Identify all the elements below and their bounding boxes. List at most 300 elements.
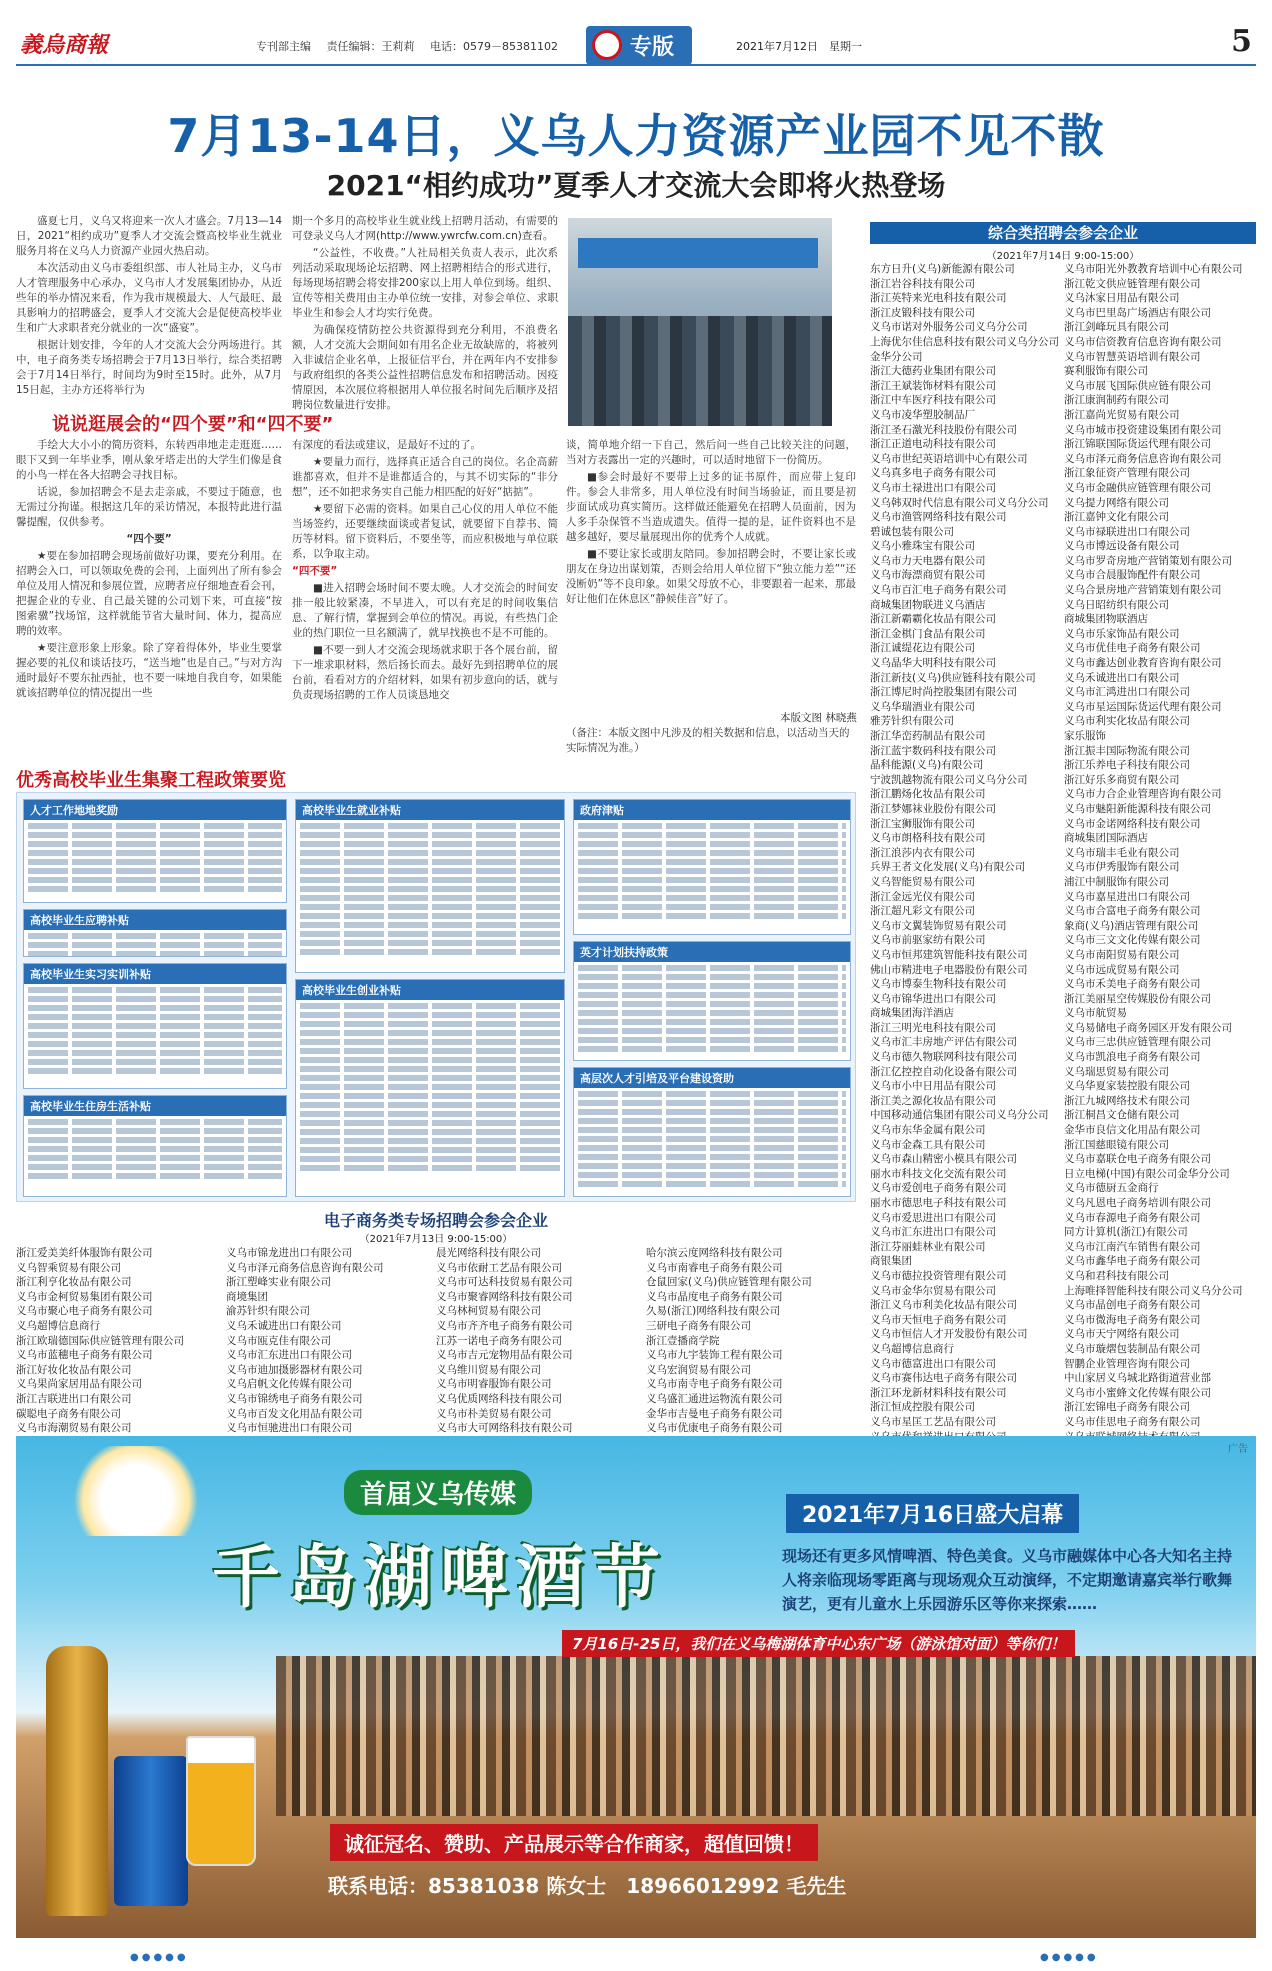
company-item: 浙江鹏炀化妆品有限公司 xyxy=(870,788,986,801)
company-item: 浙江新技(义乌)供应链科技有限公司 xyxy=(870,671,1036,684)
ad-date: 2021年7月16日盛大启幕 xyxy=(786,1494,1079,1533)
company-item: 义乌市南寺电子商务有限公司 xyxy=(646,1378,783,1391)
company-item: 义乌市瑞丰毛业有限公司 xyxy=(1064,846,1180,859)
company-item: 浙江三明光电科技有限公司 xyxy=(870,1021,996,1034)
tips-p8: ■进入招聘会场时间不要太晚。人才交流会的时间安排一般比较紧凑，不早进入，可以有充足的时间收集信息、了解行情，掌握到会单位的情况。再说，有些热门企业的热门职位一旦名额满了，就早找换也不是不可能的。 xyxy=(292,582,558,639)
company-item: 义乌市合晨服饰配件有限公司 xyxy=(1064,569,1201,582)
company-item: 义乌市可达科技贸易有限公司 xyxy=(436,1276,573,1289)
company-item: 浙江金远光仪有限公司 xyxy=(870,890,975,903)
ecom-fair-time: （2021年7月13日 9:00-15:00） xyxy=(359,1234,513,1245)
tips-p12: ■不要让家长或朋友陪同。参加招聘会时，不要让家长或朋友在身边出谋划策，否则会给用人单位留下“独立能力差”“还没断奶”等不良印象。如果父母放不心，非要跟着一起来，那最好让他们在休息区“静候佳音”好了。 xyxy=(566,548,856,605)
company-item: 义乌市江南汽车销售有限公司 xyxy=(1064,1240,1201,1253)
company-item: 义乌市佳思电子商务有限公司 xyxy=(1064,1415,1201,1428)
company-item: 义乌瑞思贸易有限公司 xyxy=(1064,1065,1169,1078)
company-item: 东方日升(义乌)新能源有限公司 xyxy=(870,263,1015,275)
beer-bottle-icon xyxy=(46,1646,108,1916)
company-item: 义乌市鑫华电子商务有限公司 xyxy=(1064,1255,1201,1268)
company-item: 义乌市森山精密小模具有限公司 xyxy=(870,1153,1017,1166)
company-item: 义乌市乐家饰品有限公司 xyxy=(1064,627,1180,640)
company-item: 浙江好乐多商贸有限公司 xyxy=(1064,773,1180,786)
tips-title: 说说逛展会的“四个要”和“四不要” xyxy=(52,414,334,435)
company-item: 义乌市春源电子商务有限公司 xyxy=(1064,1211,1201,1224)
company-item: 义乌超博信息商行 xyxy=(870,1342,954,1355)
policy-box xyxy=(23,799,287,903)
company-item: 义乌市锦华进出口有限公司 xyxy=(870,992,996,1005)
company-item: 义乌市力合企业管理咨询有限公司 xyxy=(1064,788,1222,801)
company-item: 义乌日昭纺织有限公司 xyxy=(1064,598,1169,611)
intro-p5: “公益性，不收费。”人社局相关负责人表示，此次系列活动采取现场论坛招聘、网上招聘相结合的形式进行，每场现场招聘会将安排200家以上用人单位到场。组织、宣传等相关费用由主办单位统一安排，对参会单位、求职毕业生和参会人才均实行免费。 xyxy=(292,247,558,319)
company-item: 义乌市九宇装饰工程有限公司 xyxy=(646,1349,783,1362)
company-item: 义乌市世纪英语培训中心有限公司 xyxy=(870,452,1028,465)
company-item: 义乌市魅阳新能源科技有限公司 xyxy=(1064,802,1211,815)
company-item: 三研电子商务有限公司 xyxy=(646,1319,751,1332)
photo-banner xyxy=(578,238,818,268)
company-item: 义乌市明睿服饰有限公司 xyxy=(436,1378,552,1391)
tips-p5: 有深度的看法或建议，是最好不过的了。 xyxy=(292,439,481,451)
company-item: 赛利服饰有限公司 xyxy=(1064,365,1148,378)
policy-box-title: 英才计划扶持政策 xyxy=(574,942,850,962)
company-item: 义乌市锦龙进出口有限公司 xyxy=(226,1247,352,1259)
policy-box-title: 高校毕业生应聘补贴 xyxy=(24,910,286,930)
company-item: 义乌市蓝穗电子商务有限公司 xyxy=(16,1349,153,1362)
company-item: 义乌市泽元商务信息咨询有限公司 xyxy=(226,1261,384,1274)
data-note: （备注：本版文图中凡涉及的相关数据和信息，以活动当天的实际情况为准。） xyxy=(566,727,850,754)
company-item: 义乌市远成贸易有限公司 xyxy=(1064,963,1180,976)
company-item: 浙江锦联国际货运代理有限公司 xyxy=(1064,438,1211,451)
company-item: 义乌市信资教育信息咨询有限公司 xyxy=(1064,335,1222,348)
policy-box-title: 高校毕业生就业补贴 xyxy=(296,800,564,820)
company-item: 浙江英特来光电科技有限公司 xyxy=(870,292,1007,305)
ad-tag: 广告 xyxy=(1228,1444,1248,1455)
company-item: 义乌市三文文化传媒有限公司 xyxy=(1064,934,1201,947)
company-item: 义乌市吉元宠物用品有限公司 xyxy=(436,1349,573,1362)
company-item: 义乌市渔管网络科技有限公司 xyxy=(870,511,1007,524)
company-item: 丽水市德思电子科技有限公司 xyxy=(870,1197,1007,1209)
footer-dots-icon: ●●●●● xyxy=(1040,1952,1099,1963)
company-item: 义乌市朴美贸易有限公司 xyxy=(436,1407,552,1420)
company-item: 义乌市金诺网络科技有限公司 xyxy=(1064,817,1201,830)
company-item: 中山家居义乌城北路街道营业部 xyxy=(1064,1372,1211,1385)
byline: 本版文图 林晓燕 xyxy=(780,712,857,724)
beer-mug-icon xyxy=(186,1736,256,1866)
company-item: 义乌市汇丰房地产评估有限公司 xyxy=(870,1036,1017,1049)
company-item: 丽水市科技文化交流有限公司 xyxy=(870,1167,1007,1180)
company-item: 家乐服饰 xyxy=(1064,730,1106,742)
company-item: 义乌市恒邦建筑智能科技有限公司 xyxy=(870,948,1028,961)
company-item: 浙江国慈眼镜有限公司 xyxy=(1064,1138,1169,1151)
section-label: 专版 xyxy=(630,35,675,60)
company-item: 商城集团海洋酒店 xyxy=(870,1007,954,1020)
company-item: 同方计算机(浙江)有限公司 xyxy=(1064,1226,1188,1239)
company-item: 日立电梯(中国)有限公司金华分公司 xyxy=(1064,1167,1230,1180)
company-item: 浙江吉联进出口有限公司 xyxy=(16,1392,132,1405)
company-item: 义乌市泽元商务信息咨询有限公司 xyxy=(1064,452,1222,465)
company-item: 浙江嘉钟文化有限公司 xyxy=(1064,511,1169,524)
intro-col-1 xyxy=(16,214,282,410)
company-item: 兵界王者文化发展(义乌)有限公司 xyxy=(870,861,1026,874)
company-item: 渝苏针织有限公司 xyxy=(226,1305,310,1318)
company-item: 义乌市金华尔贸易有限公司 xyxy=(870,1284,996,1297)
company-item: 浙江皮锻科技有限公司 xyxy=(870,306,975,319)
company-item: 义乌市海漂商贸有限公司 xyxy=(870,569,986,582)
tips-p7: ★要留下必需的资料。如果自己心仪的用人单位不能当场签约，还要继续面谈或者复试，就要留下自荐书、简历等材料。留下资料后，不要坐等，而应积极地与单位联系，以争取主动。 xyxy=(292,503,558,560)
company-item: 浙江环龙新材料科技有限公司 xyxy=(870,1386,1007,1399)
company-item: 义乌市恒信人才开发股份有限公司 xyxy=(870,1328,1028,1341)
company-item: 浙江浪莎内衣有限公司 xyxy=(870,846,975,859)
policy-box xyxy=(573,799,851,935)
policy-box xyxy=(23,909,287,957)
general-fair-title: 综合类招聘会参会企业 xyxy=(870,222,1256,244)
company-item: 浙江大德药业集团有限公司 xyxy=(870,365,996,378)
company-item: 浙江美丽星空传媒股份有限公司 xyxy=(1064,992,1211,1005)
company-item: 哈尔滨云度网络科技有限公司 xyxy=(646,1247,783,1259)
company-item: 义乌市博远设备有限公司 xyxy=(1064,540,1180,553)
company-item: 义乌市前驱家纺有限公司 xyxy=(870,934,986,947)
general-list-col-2 xyxy=(1064,262,1256,1444)
company-item: 义乌市金柯贸易集团有限公司 xyxy=(16,1290,153,1303)
company-item: 浙江壹播商学院 xyxy=(646,1334,720,1347)
policy-box xyxy=(295,979,565,1197)
policy-box xyxy=(23,1095,287,1197)
tips-col-3 xyxy=(566,438,856,708)
company-item: 义乌智能贸易有限公司 xyxy=(870,875,975,888)
ad-description: 现场还有更多风情啤酒、特色美食。义乌市融媒体中心各大知名主持人将亲临现场零距离与现场观众互动演绎，不定期邀请嘉宾举行歌舞演艺，更有儿童水上乐园游乐区等你来探索…… xyxy=(782,1547,1233,1613)
company-item: 浦江中制服饰有限公司 xyxy=(1064,875,1169,888)
company-item: 义乌市聚睿网络科技有限公司 xyxy=(436,1290,573,1303)
section-logo-icon xyxy=(592,30,622,60)
company-item: 义乌智乘贸易有限公司 xyxy=(16,1261,121,1274)
company-item: 义乌市利实化妆品有限公司 xyxy=(1064,715,1190,728)
company-item: 浙江嘉尚光贸易有限公司 xyxy=(1064,408,1180,421)
company-item: 浙江象征资产管理有限公司 xyxy=(1064,467,1190,480)
tips-col-2 xyxy=(292,438,558,764)
company-item: 义乌林柯贸易有限公司 xyxy=(436,1305,541,1318)
company-item: 金华市吉曼电子商务有限公司 xyxy=(646,1407,783,1420)
tips-p1: 手绘大大小小的简历资料，东转西串地走走逛逛……眼下又到一年毕业季，刚从象牙塔走出的大学生们像是食的小鸟一样在各大招聘会寻找目标。 xyxy=(16,439,282,481)
company-item: 义乌市德厨五金商行 xyxy=(1064,1182,1159,1195)
company-item: 浙江乐养电子科技有限公司 xyxy=(1064,759,1190,772)
four-dont-heading: “四不要” xyxy=(292,565,338,577)
beer-can-icon xyxy=(114,1756,188,1906)
tips-p2: 话说，参加招聘会不是去走亲戚，不要过于随意，也无需过分拘谨。根据这几年的采访情况，本报特此进行温馨提醒，仅供参考。 xyxy=(16,486,282,528)
company-item: 义乌市天宁网络有限公司 xyxy=(1064,1328,1180,1341)
page-footer xyxy=(0,1948,1272,1968)
company-item: 商境集团 xyxy=(226,1290,268,1303)
company-item: 浙江宝狮服饰有限公司 xyxy=(870,817,975,830)
company-item: 义乌真多电子商务有限公司 xyxy=(870,467,996,480)
company-item: 义乌市城市投资建设集团有限公司 xyxy=(1064,423,1222,436)
company-item: 义乌市德富进出口有限公司 xyxy=(870,1357,996,1370)
company-item: 义乌果尚家居用品有限公司 xyxy=(16,1378,142,1391)
policy-box xyxy=(573,1067,851,1197)
company-item: 义乌宏润贸易有限公司 xyxy=(646,1363,751,1376)
policy-box xyxy=(295,799,565,973)
company-item: 浙江正道电动科技有限公司 xyxy=(870,438,996,451)
company-item: 义乌市恒驰进出口有限公司 xyxy=(226,1422,352,1435)
company-item: 义乌超博信息商行 xyxy=(16,1319,100,1332)
masthead xyxy=(16,22,1256,66)
company-item: 浙江亿控控自动化设备有限公司 xyxy=(870,1065,1017,1078)
company-item: 浙江乾文供应链管理有限公司 xyxy=(1064,277,1201,290)
company-item: 浙江利亨化妆品有限公司 xyxy=(16,1276,132,1289)
policy-box-title: 高校毕业生实习实训补贴 xyxy=(24,964,286,984)
footer-dots-icon: ●●●●● xyxy=(130,1952,189,1963)
company-item: 义乌市迪加摄影器材有限公司 xyxy=(226,1363,363,1376)
company-item: 义乌市星匡工艺品有限公司 xyxy=(870,1415,996,1428)
company-item: 义乌市展飞国际供应链有限公司 xyxy=(1064,379,1211,392)
company-item: 浙江欧瑞德国际供应链管理有限公司 xyxy=(16,1334,184,1347)
policy-box-title: 高校毕业生创业补贴 xyxy=(296,980,564,1000)
intro-p4: 期一个多月的高校毕业生就业线上招聘月活动，有需要的可登录义乌人才网(http://www.ywrcfw.com.cn)查看。 xyxy=(292,215,558,242)
headline: 7月13-14日，义乌人力资源产业园不见不散 xyxy=(167,109,1105,163)
company-item: 浙江义乌市利美化妆品有限公司 xyxy=(870,1299,1017,1312)
editor-label: 专刊部主编 xyxy=(256,40,311,53)
company-item: 晶科能源(义乌)有限公司 xyxy=(870,759,984,772)
company-item: 义乌盛汇通进运物流有限公司 xyxy=(646,1392,783,1405)
company-item: 浙江爱美美纤体服饰有限公司 xyxy=(16,1247,153,1259)
company-item: 义乌维川贸易有限公司 xyxy=(436,1363,541,1376)
policy-box xyxy=(23,963,287,1089)
issue-date: 2021年7月12日 星期一 xyxy=(736,40,862,53)
company-item: 雅芳针织有限公司 xyxy=(870,715,954,728)
company-item: 晨光网络科技有限公司 xyxy=(436,1247,541,1259)
responsible-editor: 责任编辑：王莉莉 xyxy=(326,40,415,53)
company-item: 义乌市金融供应链管理有限公司 xyxy=(1064,481,1211,494)
ad-subtitle: 首届义乌传媒 xyxy=(344,1470,532,1515)
intro-p3: 根据计划安排，今年的人才交流大会分两场进行。其中，电子商务类专场招聘会于7月13日举行，综合类招聘会于7月14日举行，时间均为9时至15时。此外，从7月15日起，主办方还将举行为 xyxy=(16,339,282,396)
company-item: 义乌市微海电子商务有限公司 xyxy=(1064,1313,1201,1326)
company-item: 上海优尔佳信息科技有限公司义乌分公司 xyxy=(870,335,1059,348)
company-item: 金华市良信文化用品有限公司 xyxy=(1064,1124,1201,1137)
company-item: 浙江桐昌文仓储有限公司 xyxy=(1064,1109,1180,1122)
company-item: 义乌市文翼装饰贸易有限公司 xyxy=(870,919,1007,932)
company-item: 义乌市博泰生物科技有限公司 xyxy=(870,978,1007,991)
company-item: 浙江博尼时尚控股集团有限公司 xyxy=(870,686,1017,699)
company-item: 义乌市优康电子商务有限公司 xyxy=(646,1422,783,1435)
tips-p4: ★要注意形象上形象。除了穿着得体外，毕业生要掌握必要的礼仪和谈话技巧，“送当地”也是自己。”与对方沟通时最好不要东扯西扯，也不要一味地自我自夸，如果能就该招聘单位的情况提出一些 xyxy=(16,642,282,699)
company-item: 义乌提力网络有限公司 xyxy=(1064,496,1169,509)
company-item: 浙江中车医疗科技有限公司 xyxy=(870,394,996,407)
editor-meta xyxy=(256,38,570,54)
company-item: 义乌韩双时代信息有限公司义乌分公司 xyxy=(870,496,1049,509)
company-item: 义乌市凯浪电子商务有限公司 xyxy=(1064,1051,1201,1064)
policy-box-title: 人才工作地地奖励 xyxy=(24,800,286,820)
company-item: 义乌市伊秀服饰有限公司 xyxy=(1064,861,1180,874)
company-item: 浙江芬丽蛙林业有限公司 xyxy=(870,1240,986,1253)
company-item: 义乌市瓯克佳有限公司 xyxy=(226,1334,331,1347)
company-item: 义乌市禄联进出口有限公司 xyxy=(1064,525,1190,538)
company-item: 义乌市百汇电子商务有限公司 xyxy=(870,584,1007,597)
company-item: 义乌市凌华塑胶制品厂 xyxy=(870,408,975,421)
company-item: 义乌小雅珠宝有限公司 xyxy=(870,540,975,553)
company-item: 义乌市小中日用品有限公司 xyxy=(870,1080,996,1093)
company-item: 江苏一诺电子商务有限公司 xyxy=(436,1334,562,1347)
company-item: 义乌市齐齐电子商务有限公司 xyxy=(436,1319,573,1332)
company-item: 义乌市天恒电子商务有限公司 xyxy=(870,1313,1007,1326)
company-item: 上海唯择智能科技有限公司义乌分公司 xyxy=(1064,1284,1243,1297)
company-item: 义乌华夏家装控股有限公司 xyxy=(1064,1080,1190,1093)
subheadline: 2021“相约成功”夏季人才交流大会即将火热登场 xyxy=(326,169,946,202)
company-item: 义乌市诺对外服务公司义乌分公司 xyxy=(870,321,1028,334)
page-number: 5 xyxy=(1231,24,1252,59)
policy-area xyxy=(16,792,856,1202)
company-item: 义乌晶华大明科技有限公司 xyxy=(870,657,996,670)
company-item: 义乌华瑞酒业有限公司 xyxy=(870,700,975,713)
company-item: 仓鼠回家(义乌)供应链管理有限公司 xyxy=(646,1276,812,1289)
tips-p10: 谈，简单地介绍一下自己，然后问一些自己比较关注的问题，当对方表露出一定的兴趣时，可以适时地留下一份简历。 xyxy=(566,439,856,466)
company-item: 商城集团物联酒店 xyxy=(1064,613,1148,626)
company-item: 义乌市汇东进出口有限公司 xyxy=(870,1226,996,1239)
company-item: 久易(浙江)网络科技有限公司 xyxy=(646,1305,781,1318)
company-item: 宁波凯越物流有限公司义乌分公司 xyxy=(870,773,1028,786)
company-item: 义乌市锦绣电子商务有限公司 xyxy=(226,1392,363,1405)
company-item: 义乌市聚心电子商务有限公司 xyxy=(16,1305,153,1318)
company-item: 义乌市璇熠包装制品有限公司 xyxy=(1064,1342,1201,1355)
tips-p11: ■参会时最好不要带上过多的证书原件，而应带上复印件。参会人非常多，用人单位没有时间当场验证，而且要是初步面试成功真实简历。这样做还能避免在招聘人员面前，因为人多手杂保管不当造成遗失。值得一提的是，证件资料也不是越多越好，要尽量展现出你的优秀个人成就。 xyxy=(566,471,856,543)
company-item: 义乌市汇东进出口有限公司 xyxy=(226,1349,352,1362)
company-item: 浙江好妆化妆品有限公司 xyxy=(16,1363,132,1376)
company-item: 义乌市德久物联网科技有限公司 xyxy=(870,1051,1017,1064)
company-item: 义乌启帆文化传媒有限公司 xyxy=(226,1378,352,1391)
company-item: 浙江宏锦电子商务有限公司 xyxy=(1064,1401,1190,1414)
company-item: 义乌凡恩电子商务培训有限公司 xyxy=(1064,1197,1211,1209)
company-item: 义乌市力天电器有限公司 xyxy=(870,554,986,567)
ecom-list-col-3 xyxy=(436,1246,642,1465)
company-item: 义乌市德拉投资管理有限公司 xyxy=(870,1269,1007,1282)
company-item: 浙江塑峰实业有限公司 xyxy=(226,1276,331,1289)
company-item: 浙江剑峰玩具有限公司 xyxy=(1064,321,1169,334)
company-item: 浙江恒成控股有限公司 xyxy=(870,1401,975,1414)
ad-contact: 联系电话：85381038 陈女士 18966012992 毛先生 xyxy=(328,1874,847,1898)
company-item: 浙江诚缇花边有限公司 xyxy=(870,642,975,655)
company-item: 商城集团物联进义乌酒店 xyxy=(870,598,986,611)
editor-phone: 电话：0579－85381102 xyxy=(430,40,558,53)
ad-title: 千岛湖啤酒节 xyxy=(212,1539,669,1618)
company-item: 义乌市南阳贸易有限公司 xyxy=(1064,948,1180,961)
company-item: 义乌市南睿电子商务有限公司 xyxy=(646,1261,783,1274)
company-item: 义乌沐家日用品有限公司 xyxy=(1064,292,1180,305)
company-item: 义乌优质网络科技有限公司 xyxy=(436,1392,562,1405)
company-item: 浙江梦娜袜业股份有限公司 xyxy=(870,802,996,815)
company-item: 浙江蓝宇数码科技有限公司 xyxy=(870,744,996,757)
intro-p6: 为确保疫情防控公共资源得到充分利用，不浪费名额，人才交流大会期间如有用名企业无故缺席的，将被列入非诚信企业名单，上报征信平台，并在两年内不安排参与政府组织的各类公益性招聘信息发布和招聘活动。因疫情原因，本次展位将根据用人单位报名时间先后顺序及招聘岗位数量进行安排。 xyxy=(292,324,558,410)
company-item: 浙江康润制药有限公司 xyxy=(1064,394,1169,407)
policy-box-title: 高层次人才引培及平台建设资助 xyxy=(574,1068,850,1088)
company-item: 义乌市爱创电子商务有限公司 xyxy=(870,1182,1007,1195)
company-item: 义乌市朗格科技有限公司 xyxy=(870,832,986,845)
company-item: 义乌市禾美电子商务有限公司 xyxy=(1064,978,1201,991)
company-item: 浙江超凡彩文有限公司 xyxy=(870,905,975,918)
section-tag xyxy=(586,26,692,65)
job-fair-photo xyxy=(568,218,832,426)
company-item: 义乌市金森工具有限公司 xyxy=(870,1138,986,1151)
company-item: 中国移动通信集团有限公司义乌分公司 xyxy=(870,1109,1049,1122)
company-item: 商城集团国际酒店 xyxy=(1064,832,1148,845)
company-item: 义乌市爱思进出口有限公司 xyxy=(870,1211,996,1224)
company-item: 义乌市大可网络科技有限公司 xyxy=(436,1422,573,1435)
company-item: 义乌易储电子商务园区开发有限公司 xyxy=(1064,1021,1232,1034)
company-item: 义乌市航贸易 xyxy=(1064,1007,1127,1020)
company-item: 义乌市晶创电子商务有限公司 xyxy=(1064,1299,1201,1312)
ad-venue: 7月16日-25日，我们在义乌梅湖体育中心东广场（游泳馆对面）等你们！ xyxy=(562,1630,1075,1657)
company-item: 义乌和君科技有限公司 xyxy=(1064,1269,1169,1282)
company-item: 义乌市优佳电子商务有限公司 xyxy=(1064,642,1201,655)
general-list-col-1 xyxy=(870,262,1062,1488)
company-item: 浙江九城网络技术有限公司 xyxy=(1064,1094,1190,1107)
beer-foam-icon xyxy=(66,1446,206,1536)
newspaper-brand: 義烏商報 xyxy=(20,32,109,58)
tips-col-1 xyxy=(16,438,282,764)
policy-box xyxy=(573,941,851,1061)
policy-box-title: 政府津贴 xyxy=(574,800,850,820)
company-item: 义乌市巴里岛广场酒店有限公司 xyxy=(1064,306,1211,319)
company-item: 义乌市阳光外教教育培训中心有限公司 xyxy=(1064,263,1243,275)
company-item: 义乌市智慧英语培训有限公司 xyxy=(1064,350,1201,363)
company-item: 义乌市小蜜蜂文化传媒有限公司 xyxy=(1064,1386,1211,1399)
company-item: 义乌市依耐工艺品有限公司 xyxy=(436,1261,562,1274)
company-item: 浙江美之源化妆品有限公司 xyxy=(870,1094,996,1107)
company-item: 义乌市三忠供应链管理有限公司 xyxy=(1064,1036,1211,1049)
ecom-fair-title: 电子商务类专场招聘会参会企业 xyxy=(323,1211,548,1230)
company-item: 义乌市嘉星进出口有限公司 xyxy=(1064,890,1190,903)
intro-p2: 本次活动由义乌市委组织部、市人社局主办，义乌市人才管理服务中心承办，义乌市人才发展集团协办，从近些年的举办情况来看，作为我市规模最大、人气最旺、最具影响力的招聘盛会，夏季人才交流大会是促使高校毕业生和广大求职者充分就业的一次“盛宴”。 xyxy=(16,262,282,334)
company-item: 义乌市海潮贸易有限公司 xyxy=(16,1422,132,1435)
tips-p3: ★要在参加招聘会现场前做好功课，要充分利用。在招聘会入口，可以领取免费的会刊，上面列出了所有参会单位及用人情况和参展位置，应聘者应仔细地查看会刊，把握企业的专业、自己最关键的公司划下来，可直接“按图索骥”找场馆，这样就能节省大量时间、体力，提高应聘的效率。 xyxy=(16,550,282,637)
company-item: 义乌市合富电子商务有限公司 xyxy=(1064,905,1201,918)
company-item: 碳聪电子商务有限公司 xyxy=(16,1407,121,1420)
company-item: 浙江王斌装饰材料有限公司 xyxy=(870,379,996,392)
beer-festival-ad xyxy=(16,1436,1256,1938)
four-do-heading: “四个要” xyxy=(126,533,172,545)
company-item: 义乌市嘉联仓电子商务有限公司 xyxy=(1064,1153,1211,1166)
tips-p6: ★要量力而行，选择真正适合自己的岗位。名企高薪谁都喜欢，但并不是谁都适合的，与其不切实际的“非分想”，还不如把求务实自己能力相匹配的好好“掂掂”。 xyxy=(292,456,558,498)
company-item: 佛山市精进电子电器股份有限公司 xyxy=(870,963,1028,976)
company-item: 浙江华峦药制品有限公司 xyxy=(870,730,986,742)
festival-crowd-image xyxy=(276,1656,1256,1816)
company-item: 义乌市赛伟达电子商务有限公司 xyxy=(870,1372,1017,1385)
company-item: 浙江新霸霸化妆品有限公司 xyxy=(870,613,996,626)
intro-col-2 xyxy=(292,214,558,410)
company-item: 浙江岩谷科技有限公司 xyxy=(870,277,975,290)
company-item: 义乌市东华金属有限公司 xyxy=(870,1124,986,1137)
ad-sponsor-call: 诚征冠名、赞助、产品展示等合作商家，超值回馈！ xyxy=(330,1824,818,1861)
policy-box-title: 高校毕业生住房生活补贴 xyxy=(24,1096,286,1116)
general-fair-time: （2021年7月14日 9:00-15:00） xyxy=(986,251,1140,262)
company-item: 浙江金棋门食品有限公司 xyxy=(870,627,986,640)
company-item: 义乌市土禄进出口有限公司 xyxy=(870,481,996,494)
company-item: 义乌市汇鸿进出口有限公司 xyxy=(1064,686,1190,699)
company-item: 义乌市晶度电子商务有限公司 xyxy=(646,1290,783,1303)
ecom-list-col-4 xyxy=(646,1246,856,1450)
company-item: 义乌市罗奇房地产营销策划有限公司 xyxy=(1064,554,1232,567)
company-item: 浙江圣石激光科技股份有限公司 xyxy=(870,423,1017,436)
company-item: 义乌市百发文化用品有限公司 xyxy=(226,1407,363,1420)
company-item: 商银集团 xyxy=(870,1255,912,1268)
intro-p1: 盛夏七月，义乌又将迎来一次人才盛会。7月13—14日，2021“相约成功”夏季人才交流会暨高校毕业生就业服务月将在义乌人力资源产业园火热启动。 xyxy=(16,215,282,257)
company-item: 义乌禾诚进出口有限公司 xyxy=(226,1319,342,1332)
company-item: 义乌禾诚进出口有限公司 xyxy=(1064,671,1180,684)
company-item: 象商(义乌)酒店管理有限公司 xyxy=(1064,919,1199,932)
company-item: 金华分公司 xyxy=(870,350,923,363)
policy-title: 优秀高校毕业生集聚工程政策要览 xyxy=(16,770,286,791)
tips-p9: ■不要一到人才交流会现场就求职于各个展台前，留下一堆求职材料，然后扬长而去。最好先到招聘单位的展台前，看看对方的介绍材料，如果有初步意向的话，就与负责现场招聘的工作人员谈恳地交 xyxy=(292,644,558,701)
company-item: 义乌市鑫达创业教育咨询有限公司 xyxy=(1064,657,1222,670)
company-item: 碧诚包装有限公司 xyxy=(870,525,954,538)
company-item: 义乌市星运国际货运代理有限公司 xyxy=(1064,700,1222,713)
photo-crowd xyxy=(568,316,832,426)
company-item: 浙江振丰国际物流有限公司 xyxy=(1064,744,1190,757)
company-item: 义乌合景房地产营销策划有限公司 xyxy=(1064,584,1222,597)
